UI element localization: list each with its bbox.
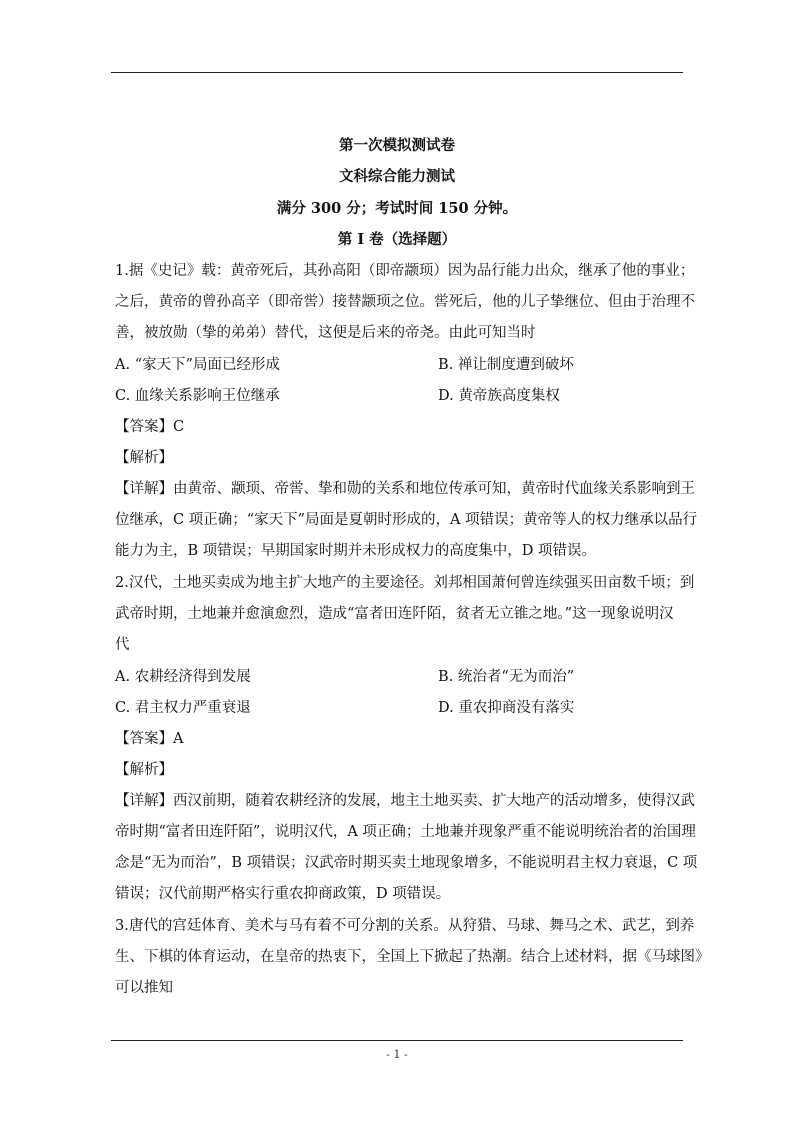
q2-stem-line: 武帝时期，土地兼并愈演愈烈，造成“富者田连阡陌，贫者无立锥之地。”这一现象说明汉 — [115, 606, 674, 622]
q2-option-b: B. 统治者“无为而治” — [438, 669, 575, 685]
q2-detail-line: 【详解】西汉前期，随着农耕经济的发展，地主土地买卖、扩大地产的活动增多，使得汉武 — [115, 793, 695, 809]
q1-option-a: A. “家天下”局面已经形成 — [115, 357, 281, 373]
q2-stem-line: 代 — [115, 637, 130, 653]
q2-analysis-label: 【解析】 — [115, 762, 173, 778]
header-rule — [111, 72, 683, 73]
q2-option-c: C. 君主权力严重衰退 — [115, 700, 251, 716]
q1-detail-line: 位继承，C 项正确；“家天下”局面是夏朝时形成的，A 项错误；黄帝等人的权力继承以品行 — [115, 512, 698, 528]
q1-option-b: B. 禅让制度遭到破坏 — [438, 357, 574, 373]
q3-stem-line: 生、下棋的体育运动，在皇帝的热衷下，全国上下掀起了热潮。结合上述材料，据《马球图》 — [115, 949, 710, 965]
score-info: 满分 300 分；考试时间 150 分钟。 — [276, 200, 518, 217]
exam-subtitle: 文科综合能力测试 — [339, 168, 455, 185]
q1-stem-line: 之后，黄帝的曾孙高辛（即帝喾）接替颛顼之位。喾死后，他的儿子挚继位、但由于治理不 — [115, 294, 695, 310]
q2-detail-line: 错误；汉代前期严格实行重农抑商政策，D 项错误。 — [115, 886, 451, 902]
q2-detail-line: 帝时期“富者田连阡陌”，说明汉代，A 项正确；土地兼并现象严重不能说明统治者的治国理 — [115, 824, 696, 840]
exam-title: 第一次模拟测试卷 — [339, 137, 455, 154]
q3-stem-line: 3.唐代的宫廷体育、美术与马有着不可分割的关系。从狩猎、马球、舞马之术、武艺，到养 — [115, 918, 695, 934]
q1-stem-line: 善，被放勋（挚的弟弟）替代，这便是后来的帝尧。由此可知当时 — [115, 325, 536, 341]
q1-option-c: C. 血缘关系影响王位继承 — [115, 388, 280, 404]
q1-analysis-label: 【解析】 — [115, 450, 173, 466]
page-number: - 1 - — [386, 1048, 408, 1061]
q1-detail-line: 【详解】由黄帝、颛顼、帝喾、挚和勋的关系和地位传承可知，黄帝时代血缘关系影响到王 — [115, 481, 695, 497]
footer-rule — [111, 1040, 683, 1041]
q2-stem-line: 2.汉代，土地买卖成为地主扩大地产的主要途径。刘邦相国萧何曾连续强买田亩数千顷；到 — [115, 575, 695, 591]
q1-option-d: D. 黄帝族高度集权 — [438, 388, 560, 404]
q2-answer: 【答案】A — [115, 731, 184, 747]
q1-stem-line: 1.据《史记》载：黄帝死后，其孙高阳（即帝颛顼）因为品行能力出众，继承了他的事业； — [115, 263, 695, 279]
q2-detail-line: 念是“无为而治”，B 项错误；汉武帝时期买卖土地现象增多，不能说明君主权力衰退，C 项 — [115, 855, 698, 871]
q2-option-d: D. 重农抑商没有落实 — [438, 700, 575, 716]
q1-answer: 【答案】C — [115, 419, 185, 435]
section-heading: 第 I 卷（选择题） — [337, 231, 457, 248]
q2-option-a: A. 农耕经济得到发展 — [115, 669, 251, 685]
q1-detail-line: 能力为主，B 项错误；早期国家时期并未形成权力的高度集中，D 项错误。 — [115, 543, 596, 559]
q3-stem-line: 可以推知 — [115, 980, 173, 996]
